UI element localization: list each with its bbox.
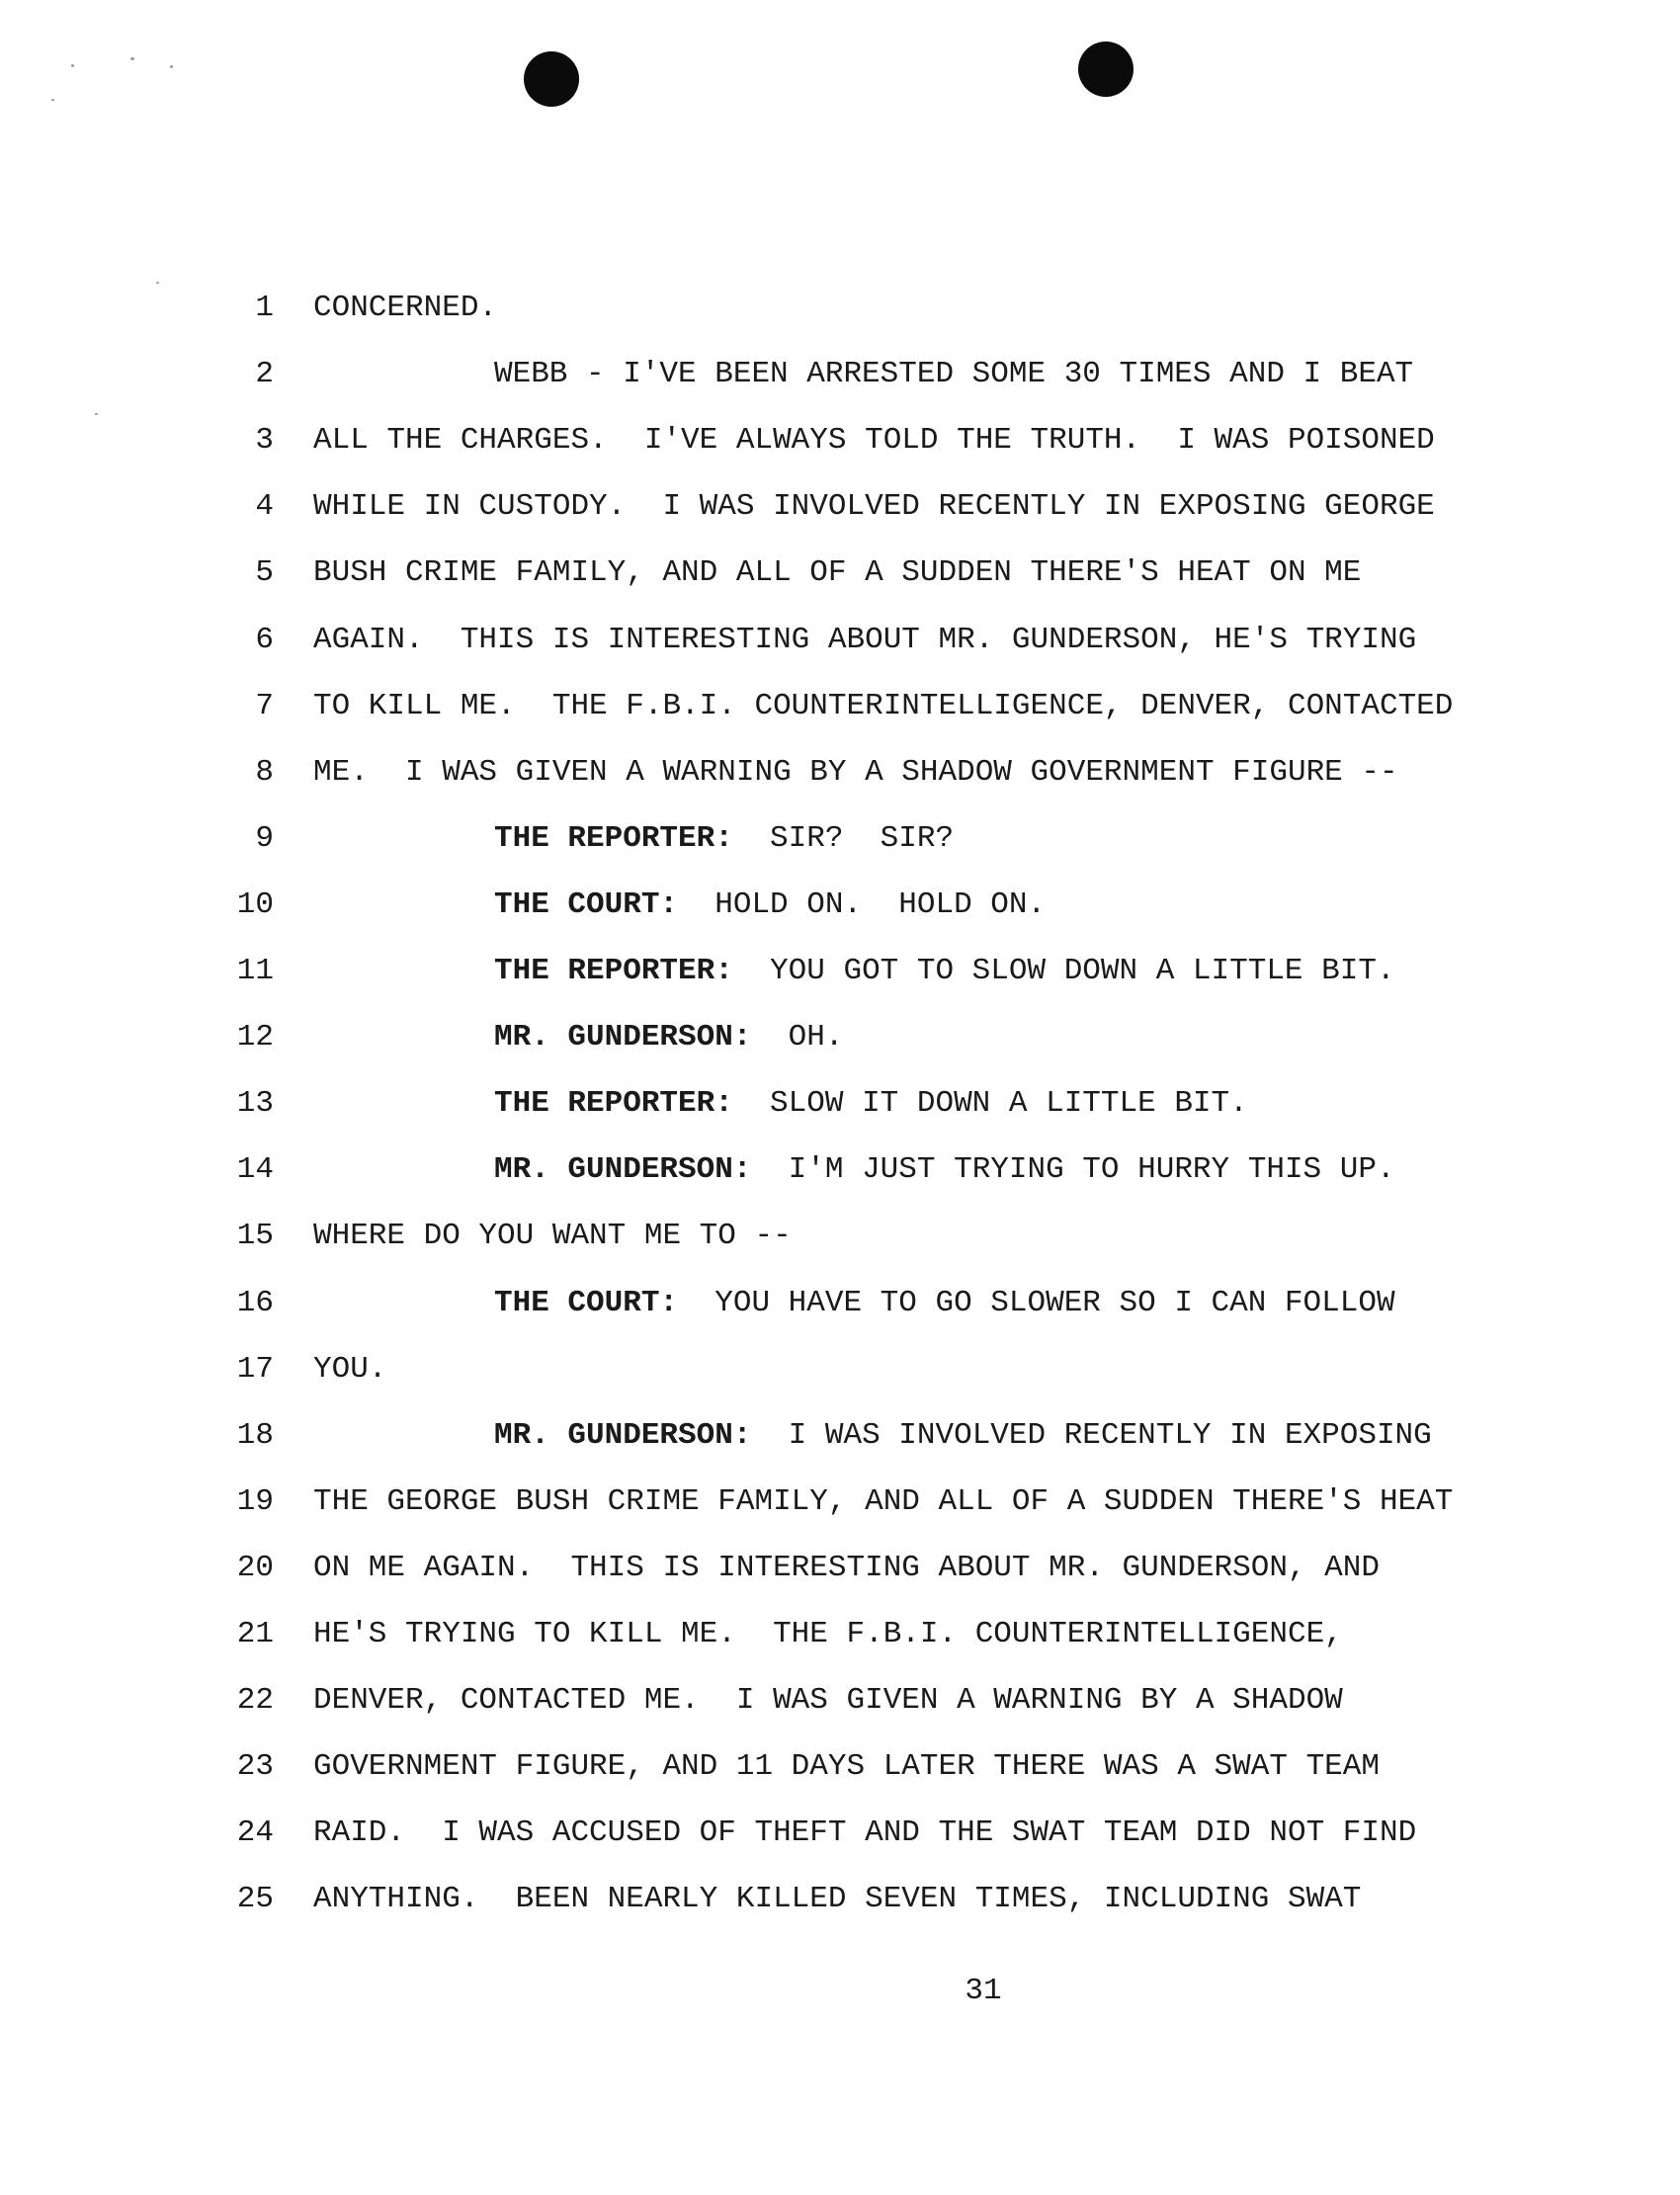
line-number: 19 <box>236 1483 274 1519</box>
transcript-line <box>0 1681 1680 1721</box>
transcript-line <box>0 355 1680 394</box>
line-content: I WAS INVOLVED RECENTLY IN EXPOSING <box>751 1417 1432 1453</box>
transcript-line <box>0 289 1680 328</box>
transcript-line <box>0 1217 1680 1256</box>
line-content: I'M JUST TRYING TO HURRY THIS UP. <box>751 1152 1395 1188</box>
scan-speck <box>71 64 74 67</box>
transcript-line <box>0 687 1680 726</box>
scan-speck <box>130 57 134 60</box>
line-content: OH. <box>751 1020 844 1055</box>
line-number: 16 <box>236 1285 274 1320</box>
line-text <box>313 753 1398 793</box>
line-number: 10 <box>236 886 274 922</box>
transcript-line <box>0 1880 1680 1919</box>
line-number: 15 <box>236 1219 274 1254</box>
line-text <box>313 621 1416 660</box>
line-text <box>313 1482 1453 1522</box>
line-content: GOVERNMENT FIGURE, AND 11 DAYS LATER THERE WAS A SWAT TEAM <box>313 1749 1380 1785</box>
transcript-line <box>0 1747 1680 1787</box>
line-text <box>313 421 1435 461</box>
line-text <box>313 687 1453 726</box>
line-number: 3 <box>255 423 274 459</box>
line-number: 8 <box>255 754 274 790</box>
speaker-label: THE COURT: <box>494 886 679 922</box>
line-text <box>313 1217 792 1256</box>
line-number: 25 <box>236 1882 274 1917</box>
transcript-line <box>0 1018 1680 1057</box>
line-text <box>313 1681 1343 1721</box>
line-text <box>494 1150 1395 1190</box>
line-content: SLOW IT DOWN A LITTLE BIT. <box>732 1086 1248 1122</box>
line-text <box>313 1549 1380 1588</box>
line-text <box>313 553 1361 593</box>
transcript-line <box>0 621 1680 660</box>
transcript-line <box>0 819 1680 859</box>
line-text <box>313 289 497 328</box>
speaker-label: THE COURT: <box>494 1285 679 1320</box>
transcript-line <box>0 952 1680 991</box>
scan-speck <box>95 413 98 415</box>
line-content: YOU HAVE TO GO SLOWER SO I CAN FOLLOW <box>678 1285 1395 1320</box>
transcript-line <box>0 1150 1680 1190</box>
line-content: ON ME AGAIN. THIS IS INTERESTING ABOUT MR. GUNDERSON, AND <box>313 1550 1380 1585</box>
transcript-line <box>0 1549 1680 1588</box>
line-number: 23 <box>236 1749 274 1785</box>
line-number: 9 <box>255 820 274 856</box>
line-content: ANYTHING. BEEN NEARLY KILLED SEVEN TIMES, INCLUDING SWAT <box>313 1882 1362 1917</box>
speaker-label: THE REPORTER: <box>494 954 733 988</box>
line-content: TO KILL ME. THE F.B.I. COUNTERINTELLIGENCE, DENVER, CONTACTED <box>313 688 1454 723</box>
line-number: 2 <box>255 357 274 392</box>
transcript-line <box>0 1416 1680 1456</box>
line-content: AGAIN. THIS IS INTERESTING ABOUT MR. GUNDERSON, HE'S TRYING <box>313 622 1417 657</box>
line-text <box>313 487 1435 527</box>
transcript-line <box>0 1482 1680 1522</box>
line-content: THE GEORGE BUSH CRIME FAMILY, AND ALL OF A SUDDEN THERE'S HEAT <box>313 1483 1454 1519</box>
scan-speck <box>170 65 173 68</box>
line-text <box>313 1747 1380 1787</box>
transcript-line <box>0 753 1680 793</box>
transcript-line <box>0 1814 1680 1853</box>
transcript-line <box>0 1615 1680 1654</box>
transcript-line <box>0 553 1680 593</box>
line-content: SIR? SIR? <box>732 820 955 856</box>
speaker-label: MR. GUNDERSON: <box>494 1417 752 1453</box>
line-content: RAID. I WAS ACCUSED OF THEFT AND THE SWAT TEAM DID NOT FIND <box>313 1815 1417 1851</box>
line-number: 20 <box>236 1550 274 1585</box>
line-number: 7 <box>255 688 274 723</box>
line-text <box>313 1814 1416 1853</box>
line-text <box>494 1416 1432 1456</box>
line-content: BUSH CRIME FAMILY, AND ALL OF A SUDDEN THERE'S HEAT ON ME <box>313 555 1362 591</box>
line-text <box>494 886 1046 925</box>
transcript-line <box>0 1284 1680 1323</box>
scan-speck <box>51 99 54 101</box>
speaker-label: THE REPORTER: <box>494 1086 733 1122</box>
line-content: ALL THE CHARGES. I'VE ALWAYS TOLD THE TRUTH. I WAS POISONED <box>313 423 1435 459</box>
line-number: 18 <box>236 1417 274 1453</box>
speaker-label: MR. GUNDERSON: <box>494 1020 752 1055</box>
line-content: YOU GOT TO SLOW DOWN A LITTLE BIT. <box>732 954 1395 988</box>
line-content: HE'S TRYING TO KILL ME. THE F.B.I. COUNTERINTELLIGENCE, <box>313 1617 1343 1651</box>
transcript-line <box>0 1350 1680 1390</box>
transcript-line <box>0 1084 1680 1124</box>
transcript-line <box>0 421 1680 461</box>
transcript-line <box>0 487 1680 527</box>
speaker-label: MR. GUNDERSON: <box>494 1152 752 1188</box>
line-number: 24 <box>236 1815 274 1851</box>
line-number: 13 <box>236 1086 274 1122</box>
line-content: YOU. <box>313 1351 387 1387</box>
line-number: 22 <box>236 1683 274 1719</box>
line-content: ME. I WAS GIVEN A WARNING BY A SHADOW GOVERNMENT FIGURE -- <box>313 754 1398 790</box>
transcript-line <box>0 886 1680 925</box>
punch-hole-left <box>524 51 579 107</box>
line-content: WHERE DO YOU WANT ME TO -- <box>313 1219 792 1254</box>
line-text <box>494 355 1413 394</box>
line-text <box>313 1880 1361 1919</box>
line-text <box>313 1350 386 1390</box>
line-text <box>494 1084 1248 1124</box>
line-number: 17 <box>236 1351 274 1387</box>
line-number: 6 <box>255 622 274 657</box>
line-number: 4 <box>255 489 274 525</box>
line-text <box>313 1615 1343 1654</box>
scan-speck <box>156 282 159 284</box>
line-number: 1 <box>255 291 274 325</box>
line-content: WHILE IN CUSTODY. I WAS INVOLVED RECENTLY IN EXPOSING GEORGE <box>313 489 1435 525</box>
line-number: 21 <box>236 1617 274 1651</box>
line-number: 11 <box>236 954 274 988</box>
line-content: HOLD ON. HOLD ON. <box>678 886 1047 922</box>
line-number: 5 <box>255 555 274 591</box>
line-content: DENVER, CONTACTED ME. I WAS GIVEN A WARNING BY A SHADOW <box>313 1683 1343 1719</box>
speaker-label: THE REPORTER: <box>494 820 733 856</box>
line-text <box>494 952 1395 991</box>
punch-hole-right <box>1078 42 1134 97</box>
line-number: 14 <box>236 1152 274 1188</box>
line-text <box>494 1284 1395 1323</box>
line-number: 12 <box>236 1020 274 1055</box>
line-text <box>494 819 954 859</box>
line-text <box>494 1018 843 1057</box>
line-content: CONCERNED. <box>313 291 498 325</box>
line-content: WEBB - I'VE BEEN ARRESTED SOME 30 TIMES AND I BEAT <box>494 357 1414 392</box>
page-number: 31 <box>965 1974 1002 2008</box>
